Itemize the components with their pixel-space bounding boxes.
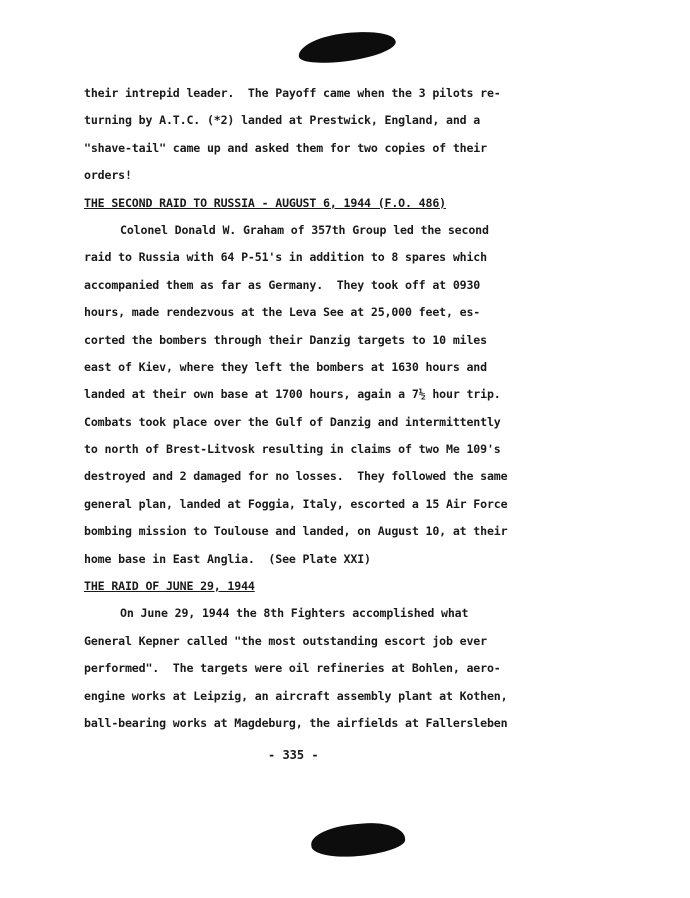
text-line: turning by A.T.C. (*2) landed at Prestwick, England, and a: [84, 113, 481, 128]
text-line: accompanied them as far as Germany. They took off at 0930: [84, 277, 481, 292]
redaction-mark-bottom: [310, 820, 406, 860]
redaction-mark-top: [297, 26, 398, 67]
text-line: "shave-tail" came up and asked them for two copies of their: [84, 140, 487, 155]
text-line: bombing mission to Toulouse and landed, on August 10, at their: [84, 524, 508, 539]
text-line: Colonel Donald W. Graham of 357th Group led the second: [120, 222, 489, 237]
text-line: general plan, landed at Foggia, Italy, escorted a 15 Air Force: [84, 496, 508, 511]
text-line: landed at their own base at 1700 hours, again a 7½ hour trip.: [84, 387, 501, 402]
body-text: [84, 80, 544, 737]
text-line: engine works at Leipzig, an aircraft assembly plant at Kothen,: [84, 688, 508, 703]
text-line: performed". The targets were oil refineries at Bohlen, aero-: [84, 661, 501, 676]
section-heading: THE SECOND RAID TO RUSSIA - AUGUST 6, 1944 (F.O. 486): [84, 195, 446, 210]
text-line: to north of Brest-Litvosk resulting in claims of two Me 109's: [84, 442, 501, 457]
text-line: Combats took place over the Gulf of Danzig and intermittently: [84, 414, 501, 429]
page-number: - 335 -: [268, 748, 319, 762]
text-line: General Kepner called "the most outstanding escort job ever: [84, 633, 487, 648]
text-line: their intrepid leader. The Payoff came when the 3 pilots re-: [84, 86, 501, 100]
text-line: ball-bearing works at Magdeburg, the airfields at Fallersleben: [84, 715, 508, 730]
text-line: On June 29, 1944 the 8th Fighters accomplished what: [120, 606, 469, 621]
text-line: home base in East Anglia. (See Plate XXI): [84, 551, 371, 566]
text-line: raid to Russia with 64 P-51's in addition to 8 spares which: [84, 250, 487, 265]
text-line: hours, made rendezvous at the Leva See at 25,000 feet, es-: [84, 305, 481, 320]
text-line: orders!: [84, 168, 132, 183]
section-heading: THE RAID OF JUNE 29, 1944: [84, 579, 255, 594]
text-line: corted the bombers through their Danzig targets to 10 miles: [84, 332, 487, 347]
text-line: east of Kiev, where they left the bombers at 1630 hours and: [84, 359, 487, 374]
text-line: destroyed and 2 damaged for no losses. They followed the same: [84, 469, 508, 484]
